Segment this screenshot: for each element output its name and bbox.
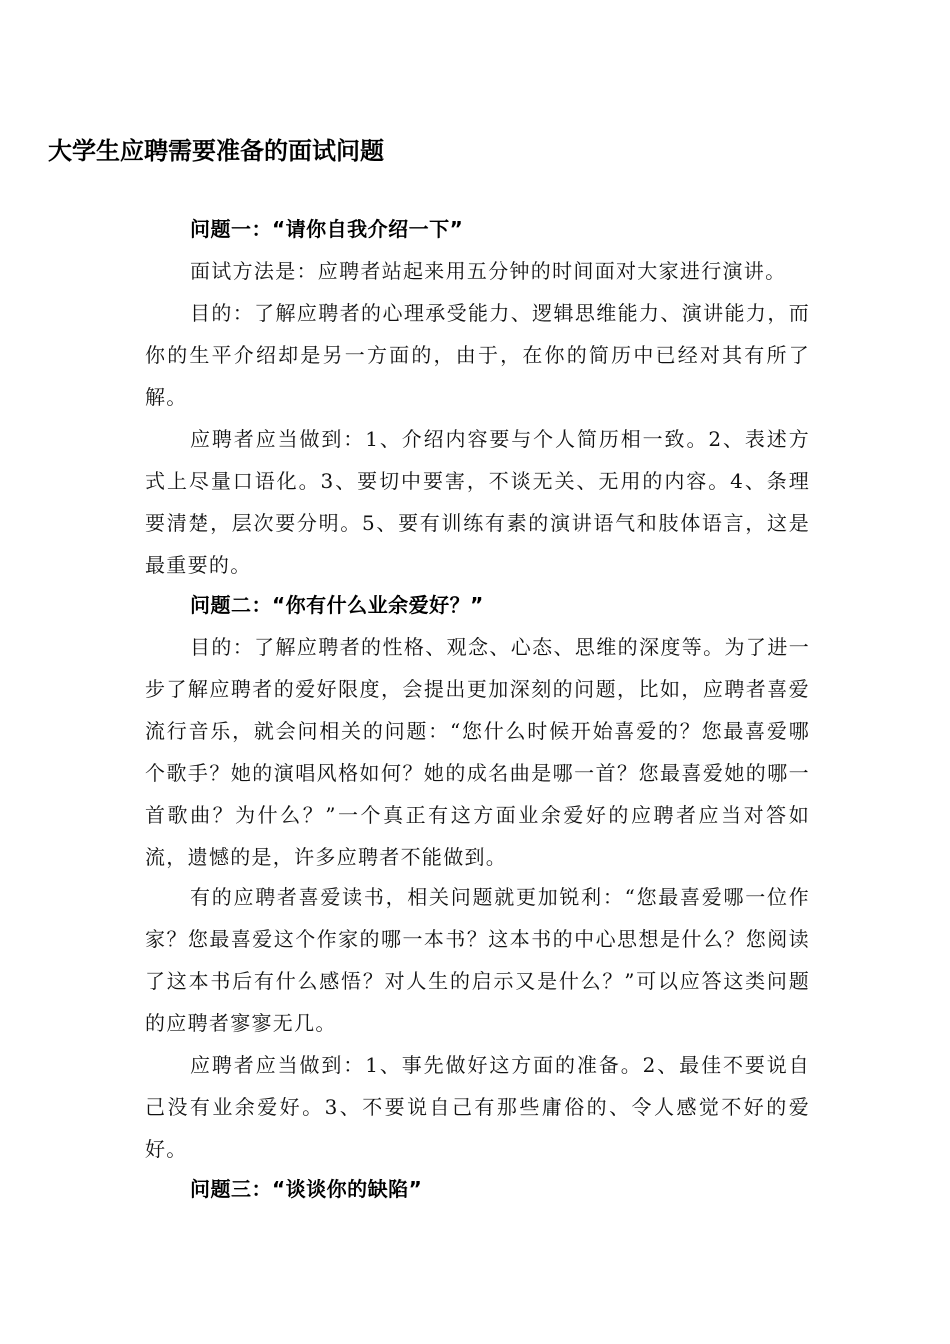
section-heading-3: 问题三：“谈谈你的缺陷” bbox=[190, 1177, 423, 1201]
paragraph: 面试方法是：应聘者站起来用五分钟的时间面对大家进行演讲。 bbox=[190, 259, 787, 283]
document-title: 大学生应聘需要准备的面试问题 bbox=[48, 137, 384, 165]
section-heading-1: 问题一：“请你自我介绍一下” bbox=[190, 217, 464, 241]
section-heading-2: 问题二：“你有什么业余爱好？” bbox=[190, 593, 484, 617]
paragraph: 目的：了解应聘者的心理承受能力、逻辑思维能力、演讲能力，而你的生平介绍却是另一方面的，由于，在你的简历中已经对其有所了解。 bbox=[145, 301, 810, 409]
paragraph: 应聘者应当做到：1、事先做好这方面的准备。2、最佳不要说自己没有业余爱好。3、不要说自己有那些庸俗的、令人感觉不好的爱好。 bbox=[145, 1053, 810, 1161]
paragraph: 应聘者应当做到：1、介绍内容要与个人简历相一致。2、表述方式上尽量口语化。3、要切中要害，不谈无关、无用的内容。4、条理要清楚，层次要分明。5、要有训练有素的演讲语气和肢体语言，这是最重要的。 bbox=[145, 427, 810, 577]
paragraph: 目的：了解应聘者的性格、观念、心态、思维的深度等。为了进一步了解应聘者的爱好限度，会提出更加深刻的问题，比如，应聘者喜爱流行音乐，就会问相关的问题：“您什么时候开始喜爱的？您最喜爱哪个歌手？她的演唱风格如何？她的成名曲是哪一首？您最喜爱她的哪一首歌曲？为什么？”一个真正有这方面业余爱好的应聘者应当对答如流，遗憾的是，许多应聘者不能做到。 bbox=[145, 635, 810, 869]
paragraph: 有的应聘者喜爱读书，相关问题就更加锐利：“您最喜爱哪一位作家？您最喜爱这个作家的哪一本书？这本书的中心思想是什么？您阅读了这本书后有什么感悟？对人生的启示又是什么？”可以应答这类问题的应聘者寥寥无几。 bbox=[145, 885, 810, 1035]
